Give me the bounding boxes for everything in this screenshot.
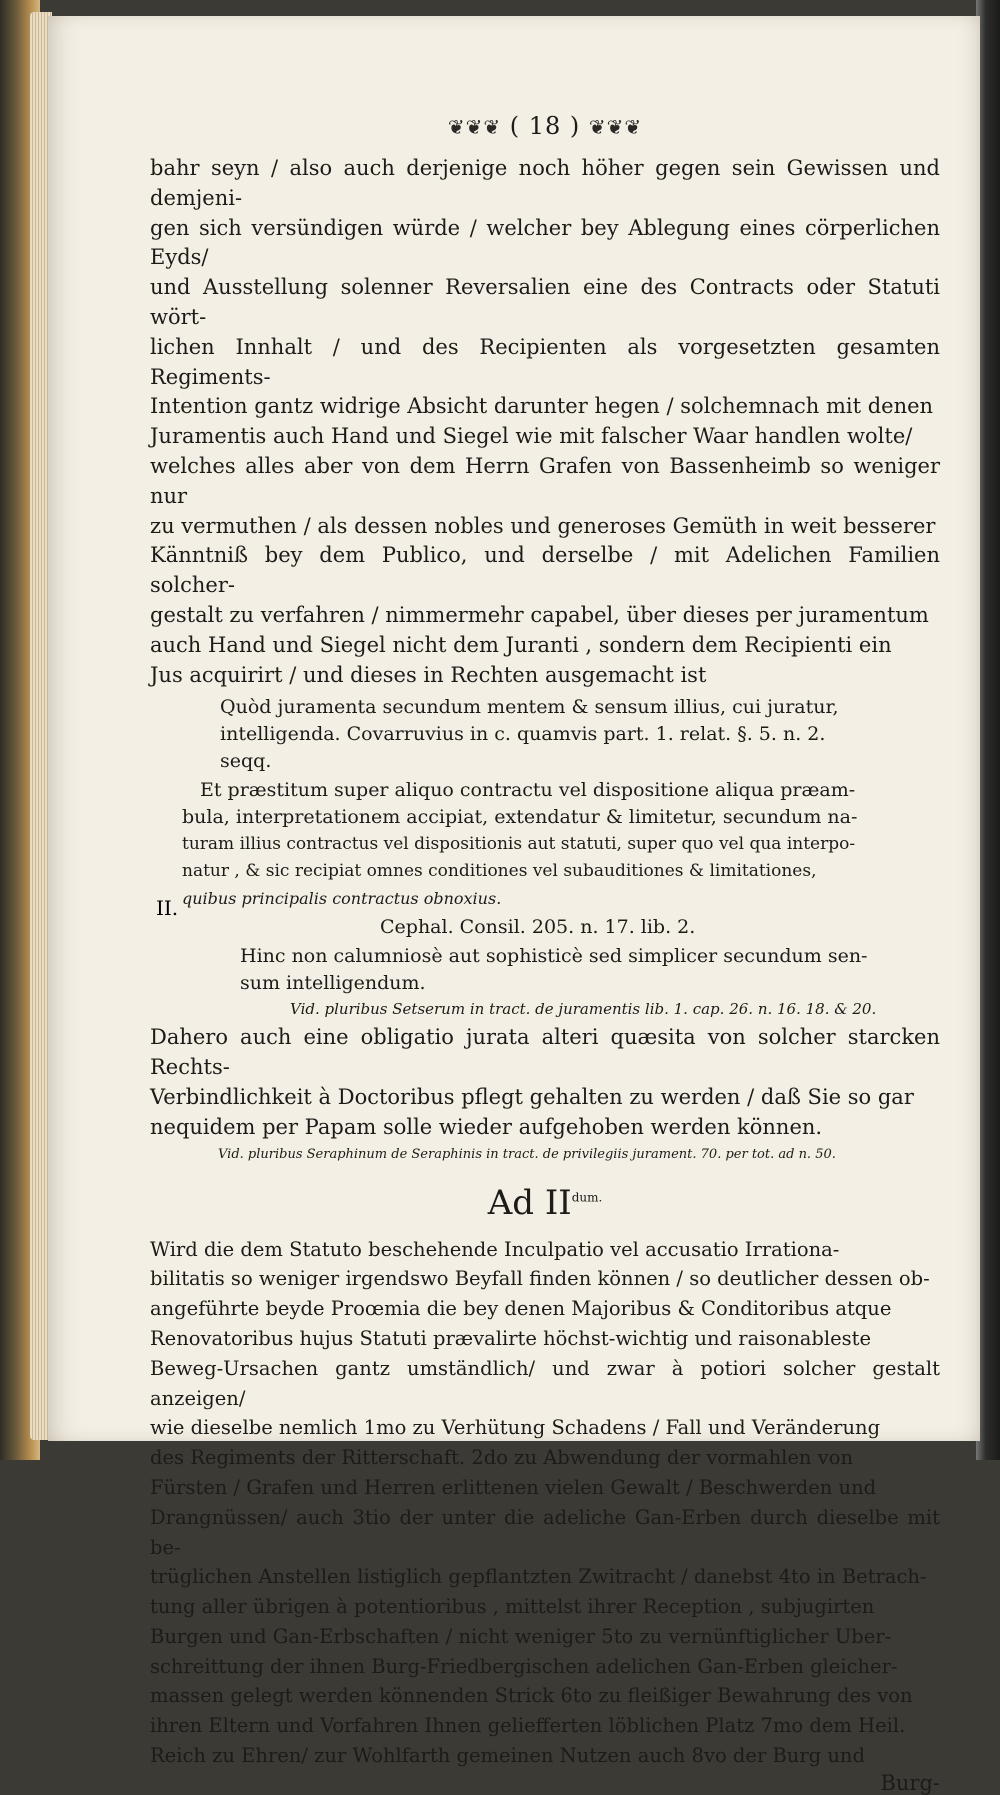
quote-1 [102, 694, 940, 775]
text-line: Fürsten / Grafen und Herren erlittenen vielen Gewalt / Beschwerden und [150, 1475, 877, 1499]
text-line: schreittung der ihnen Burg-Friedbergischen adelichen Gan-Erben gleicher- [150, 1654, 898, 1678]
text-line: Känntniß bey dem Publico, und derselbe / mit Adelichen Familien solcher- [150, 543, 940, 598]
citation-cephal: Cephal. Consil. 205. n. 17. lib. 2. [380, 916, 696, 939]
quote-line: Et præstitum super aliquo contractu vel dispositione aliqua præam- [200, 779, 856, 802]
quote-line: Quòd juramenta secundum mentem & sensum illius, cui juratur, [220, 696, 839, 719]
citation-seraph: Vid. pluribus Seraphinum de Seraphinis in tract. de privilegiis jurament. 70. per tot. ad n. 50. [218, 1146, 836, 1162]
page-number: ( 18 ) [509, 112, 581, 140]
text-line: tung aller übrigen à potentioribus , mittelst ihrer Reception , subjugirten [150, 1595, 875, 1619]
quote-2 [102, 777, 940, 912]
text-line: Drangnüssen/ auch 3tio der unter die adeliche Gan-Erben durch dieselbe mit be- [150, 1505, 940, 1559]
section-heading-sup: dum. [571, 1190, 603, 1205]
text-line: Dahero auch eine obligatio jurata alteri quæsita von solcher starcken Rechts- [150, 1025, 940, 1080]
margin-numeral: II. [156, 896, 179, 920]
catchword: Burg- [880, 1770, 940, 1795]
page-header [150, 112, 940, 140]
quote-line: natur , & sic recipiat omnes conditiones vel subauditiones & limitationes, [182, 861, 817, 882]
quote-line: seqq. [220, 750, 272, 773]
text-line: zu vermuthen / als dessen nobles und generoses Gemüth in weit besserer [150, 513, 936, 538]
section-heading [150, 1183, 940, 1223]
text-line: lichen Innhalt / und des Recipienten als vorgesetzten gesamten Regiments- [150, 334, 940, 389]
quote-line: turam illius contractus vel dispositionis aut statuti, super quo vel qua interpo- [182, 834, 856, 855]
text-line: bilitatis so weniger irgendswo Beyfall finden können / so deutlicher dessen ob- [150, 1267, 930, 1291]
text-line: Jus acquirirt / und dieses in Rechten ausgemacht ist [150, 662, 707, 687]
text-line: trüglichen Anstellen listiglich gepflantzten Zwitracht / danebst 4to in Betrach- [150, 1565, 927, 1589]
paragraph-1 [102, 154, 940, 690]
quote-line: intelligenda. Covarruvius in c. quamvis part. 1. relat. §. 5. n. 2. [220, 723, 826, 746]
text-line: nequidem per Papam solle wieder aufgehoben werden können. [150, 1114, 823, 1139]
text-line: Wird die dem Statuto beschehende Inculpatio vel accusatio Irrationa- [150, 1237, 840, 1261]
section-heading-text: Ad II [487, 1182, 572, 1223]
text-line: Intention gantz widrige Absicht darunter hegen / solchemnach mit denen [150, 394, 934, 419]
text-line: bahr seyn / also auch derjenige noch höher gegen sein Gewissen und demjeni- [150, 156, 940, 210]
text-line: gestalt zu verfahren / nimmermehr capabel, über dieses per juramentum [150, 602, 929, 627]
page-text [150, 112, 940, 1795]
ornament-right-icon: ❦❦❦ [588, 115, 643, 139]
text-line: angeführte beyde Proœmia die bey denen Majoribus & Conditoribus atque [150, 1297, 892, 1321]
text-line: welches alles aber von dem Herrn Grafen von Bassenheimb so weniger nur [150, 453, 940, 508]
text-line: Renovatoribus hujus Statuti prævalirte höchst-wichtig und raisonableste [150, 1326, 872, 1350]
ornament-left-icon: ❦❦❦ [447, 115, 502, 139]
text-line: Beweg-Ursachen gantz umständlich/ und zwar à potiori solcher gestalt anzeigen/ [150, 1356, 940, 1410]
paragraph-2 [102, 1023, 940, 1142]
quote-line: Hinc non calumniosè aut sophisticè sed simplicer secundum sen- [240, 945, 868, 968]
text-line: ihren Eltern und Vorfahren Ihnen geliefferten löblichen Platz 7mo dem Heil. [150, 1714, 906, 1738]
text-line: des Regiments der Ritterschaft. 2do zu Abwendung der vormahlen von [150, 1446, 853, 1470]
quote-3 [150, 943, 940, 997]
text-line: wie dieselbe nemlich 1mo zu Verhütung Schadens / Fall und Veränderung [150, 1416, 881, 1440]
text-line: Burgen und Gan-Erbschaften / nicht weniger 5to zu vernünftiglicher Uber- [150, 1624, 892, 1648]
text-line: massen gelegt werden könnenden Strick 6to zu fleißiger Bewahrung des von [150, 1684, 913, 1708]
text-line: auch Hand und Siegel nicht dem Juranti , sondern dem Recipienti ein [150, 632, 892, 657]
text-line: Reich zu Ehren/ zur Wohlfarth gemeinen Nutzen auch 8vo der Burg und [150, 1744, 865, 1768]
quote-line: sum intelligendum. [240, 972, 426, 995]
text-line: gen sich versündigen würde / welcher bey Ablegung eines cörperlichen Eyds/ [150, 215, 940, 270]
quote-line: bula, interpretationem accipiat, extendatur & limitetur, secundum na- [182, 806, 858, 829]
citation-setser: Vid. pluribus Setserum in tract. de juramentis lib. 1. cap. 26. n. 16. 18. & 20. [290, 1000, 877, 1019]
text-line: und Ausstellung solenner Reversalien eine des Contracts oder Statuti wört- [150, 275, 940, 329]
text-line: Verbindlichkeit à Doctoribus pflegt gehalten zu werden / daß Sie so gar [150, 1084, 914, 1109]
text-line: Juramentis auch Hand und Siegel wie mit falscher Waar handlen wolte/ [150, 424, 913, 449]
paragraph-3 [102, 1235, 940, 1771]
quote-line: quibus principalis contractus obnoxius. [182, 889, 502, 909]
